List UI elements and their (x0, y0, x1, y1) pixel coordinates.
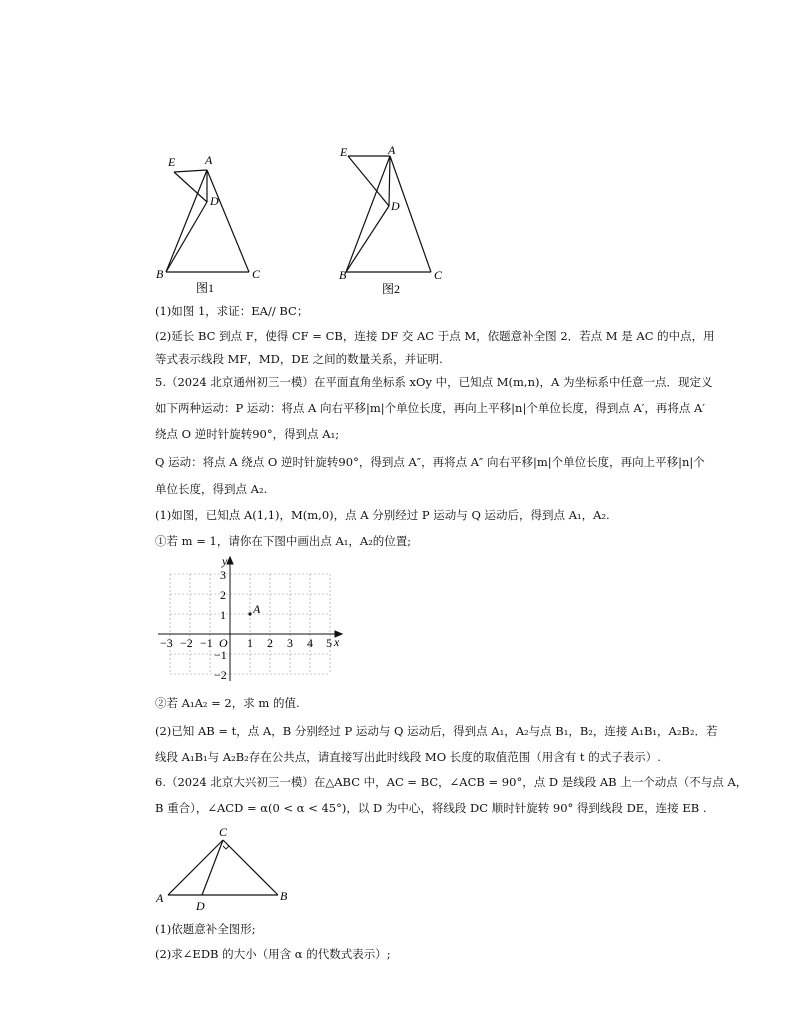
x-tick-5: 5 (326, 636, 332, 650)
grid-point-a-label: A (253, 602, 261, 616)
fig2-segment-ac (390, 156, 431, 272)
fig2-label-b: B (339, 268, 347, 282)
problem5-line5: 单位长度，得到点 A₂. (155, 482, 268, 496)
y-tick-2: 2 (220, 588, 226, 602)
fig1-caption: 图1 (196, 281, 215, 295)
problem4-part2-line1: (2)延长 BC 到点 F，使得 CF = CB，连接 DF 交 AC 于点 M，依题意补全图 2．若点 M 是 AC 的中点，用 (155, 329, 715, 343)
y-tick-neg1: −1 (214, 648, 227, 662)
problem5-line7: ①若 m = 1，请你在下图中画出点 A₁，A₂的位置; (155, 534, 412, 548)
problem4-part2-line2: 等式表示线段 MF，MD，DE 之间的数量关系，并证明. (155, 352, 443, 366)
grid-x-label: x (334, 635, 340, 649)
problem4-part1: (1)如图 1，求证：EA// BC； (155, 304, 309, 318)
fig1-label-c: C (252, 267, 261, 281)
fig1-segment-ea (174, 170, 207, 172)
problem5-line1: 5.（2024 北京通州初三一模）在平面直角坐标系 xOy 中，已知点 M(m,n)，A 为坐标系中任意一点．现定义 (155, 375, 713, 389)
fig3-label-c: C (219, 825, 228, 839)
x-tick-neg2: −2 (180, 636, 193, 650)
problem6-part1: (1)依题意补全图形; (155, 922, 256, 936)
fig3-label-d: D (196, 899, 205, 913)
figure-1 (150, 150, 280, 298)
x-tick-4: 4 (307, 636, 313, 650)
problem5-line3: 绕点 O 逆时针旋转90°，得到点 A₁; (155, 427, 340, 441)
fig3-right-angle-mark (223, 843, 229, 849)
fig1-label-e: E (168, 155, 176, 169)
coordinate-grid (150, 553, 350, 689)
fig3-label-b: B (280, 889, 288, 903)
problem5-line9: (2)已知 AB = t，点 A，B 分别经过 P 运动与 Q 运动后，得到点 A₁，A₂与点 B₁，B₂，连接 A₁B₁，A₂B₂．若 (155, 724, 718, 738)
y-tick-neg2: −2 (214, 668, 227, 682)
figure-3 (150, 822, 300, 914)
figure-2 (330, 142, 460, 298)
fig2-segment-ed (348, 156, 389, 206)
fig2-label-e: E (340, 145, 348, 159)
x-tick-neg3: −3 (160, 636, 173, 650)
fig1-segment-db (166, 202, 207, 272)
problem5-line10: 线段 A₁B₁与 A₂B₂存在公共点，请直接写出此时线段 MO 长度的取值范围（用含有 t 的式子表示）. (155, 750, 661, 764)
fig1-label-a: A (205, 153, 213, 167)
problem5-line2: 如下两种运动：P 运动：将点 A 向右平移|m|个单位长度，再向上平移|n|个单位长度，得到点 A′，再将点 A′ (155, 401, 705, 415)
fig1-segment-ed (174, 172, 207, 202)
fig2-label-d: D (391, 199, 400, 213)
fig1-segment-ac (207, 170, 249, 272)
fig2-label-c: C (434, 268, 443, 282)
fig3-label-a: A (156, 891, 164, 905)
x-tick-1: 1 (247, 636, 253, 650)
grid-y-label: y (222, 554, 228, 568)
x-tick-neg1: −1 (200, 636, 213, 650)
fig3-segment-ac (168, 840, 223, 895)
problem6-part2: (2)求∠EDB 的大小（用含 α 的代数式表示）; (155, 947, 391, 961)
fig2-caption: 图2 (382, 282, 401, 296)
x-tick-3: 3 (287, 636, 293, 650)
x-tick-2: 2 (267, 636, 273, 650)
problem5-line6: (1)如图，已知点 A(1,1)，M(m,0)，点 A 分别经过 P 运动与 Q 运动后，得到点 A₁，A₂. (155, 508, 610, 522)
fig1-label-b: B (156, 267, 164, 281)
fig2-segment-ad (389, 156, 390, 206)
fig1-segment-ab (166, 170, 207, 272)
point-a (248, 612, 251, 615)
fig3-segment-cd (202, 840, 223, 895)
grid-lines (170, 574, 330, 674)
fig2-label-a: A (388, 143, 396, 157)
problem6-line1: 6.（2024 北京大兴初三一模）在△ABC 中，AC = BC，∠ACB = 90°，点 D 是线段 AB 上一个动点（不与点 A， (155, 775, 748, 789)
y-tick-3: 3 (220, 568, 226, 582)
y-axis-arrow (227, 557, 233, 564)
fig1-label-d: D (210, 194, 219, 208)
fig3-segment-bc (223, 840, 278, 895)
problem5-line4: Q 运动：将点 A 绕点 O 逆时针旋转90°，得到点 A″，再将点 A″ 向右平移|m|个单位长度，再向上平移|n|个 (155, 455, 705, 469)
problem6-line2: B 重合），∠ACD = α(0 < α < 45°)，以 D 为中心，将线段 DC 顺时针旋转 90° 得到线段 DE，连接 EB . (155, 801, 707, 815)
grid-origin-label: O (219, 636, 228, 650)
problem5-line8: ②若 A₁A₂ = 2，求 m 的值. (155, 696, 300, 710)
y-tick-1: 1 (220, 608, 226, 622)
